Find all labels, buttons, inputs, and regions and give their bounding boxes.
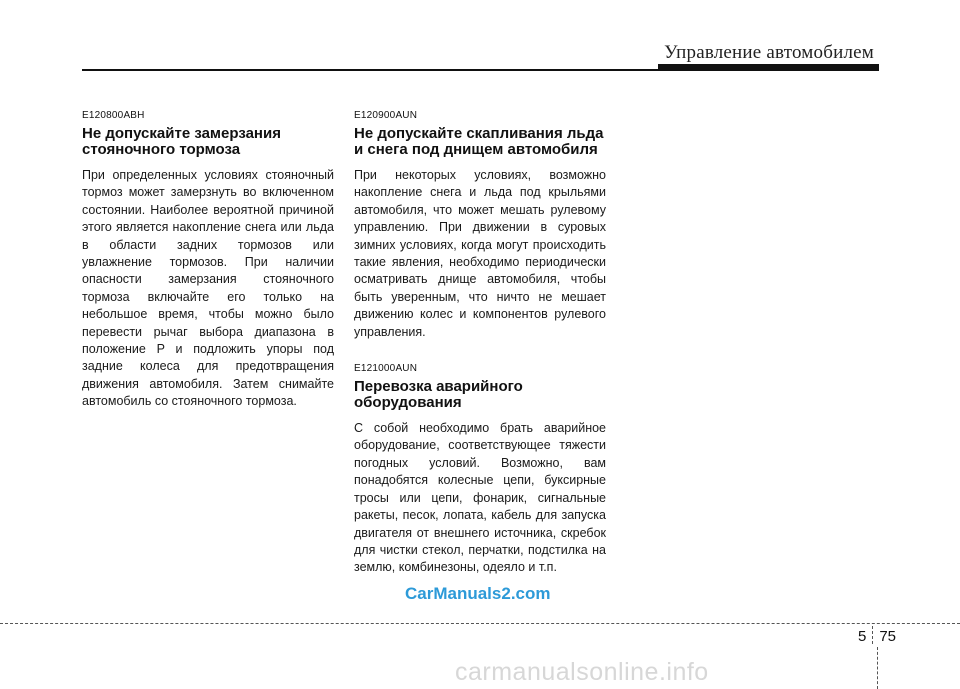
page-separator [872, 626, 873, 644]
section-body: С собой необходимо брать аварийное оборудование, соответствующее тяжести погодных условий. Возможно, вам понадобятся колесные цепи, буксирные тросы или цепи, фонарик, сигнальные ракеты, песок, лопата, кабель для запуска двигателя от внешнего источника, скребок для чистки стекол, перчатки, подстилка на землю, комбинезоны, одеяло и т.п. [354, 421, 606, 575]
header-rule [82, 69, 879, 71]
footer-vertical-rule [877, 647, 878, 689]
section-body: При некоторых условиях, возможно накопление снега и льда под крыльями автомобиля, что может мешать рулевому управлению. При движении в суровых зимних условиях, когда могут происходить такие явления, необходимо периодически осматривать днище автомобиля, чтобы быть уверенным, что ничто не мешает движению колес и компонентов рулевого управления. [354, 168, 606, 339]
section-code: E121000AUN [354, 363, 418, 375]
chapter-number: 5 [858, 628, 867, 645]
section-heading: Не допускайте замерзания стояночного тормоза [82, 125, 281, 158]
left-column [82, 110, 334, 433]
section-code: E120800ABH [82, 110, 145, 121]
section-parking-brake [82, 110, 334, 411]
right-column [354, 110, 606, 599]
section-emergency-equipment [354, 363, 606, 577]
header-title: Управление автомобилем [664, 42, 874, 63]
bottom-watermark: carmanualsonline.info [455, 658, 709, 686]
page-number [858, 626, 896, 645]
section-code: E120900AUN [354, 110, 418, 121]
section-body: При определенных условиях стояночный тормоз может замерзнуть во включенном состоянии. Наиболее вероятной причиной этого является накопление снега или льда в области задних тормозов или увлажнение тормозов. При наличии опасности замерзания стояночного тормоза включайте его только на небольшое время, чтобы можно было перевести рычаг выбора диапазона в положение P и подложить упоры под задние колеса для предотвращения движения автомобиля. Затем снимайте автомобиль со стояночного тормоза. [82, 168, 334, 409]
section-heading: Перевозка аварийного оборудования [354, 378, 523, 412]
section-heading: Не допускайте скапливания льда и снега под днищем автомобиля [354, 125, 604, 158]
watermark-link[interactable]: CarManuals2.com [405, 584, 551, 603]
section-ice-underbody [354, 110, 606, 341]
footer-rule [0, 623, 960, 624]
page-number-value: 75 [879, 628, 897, 645]
